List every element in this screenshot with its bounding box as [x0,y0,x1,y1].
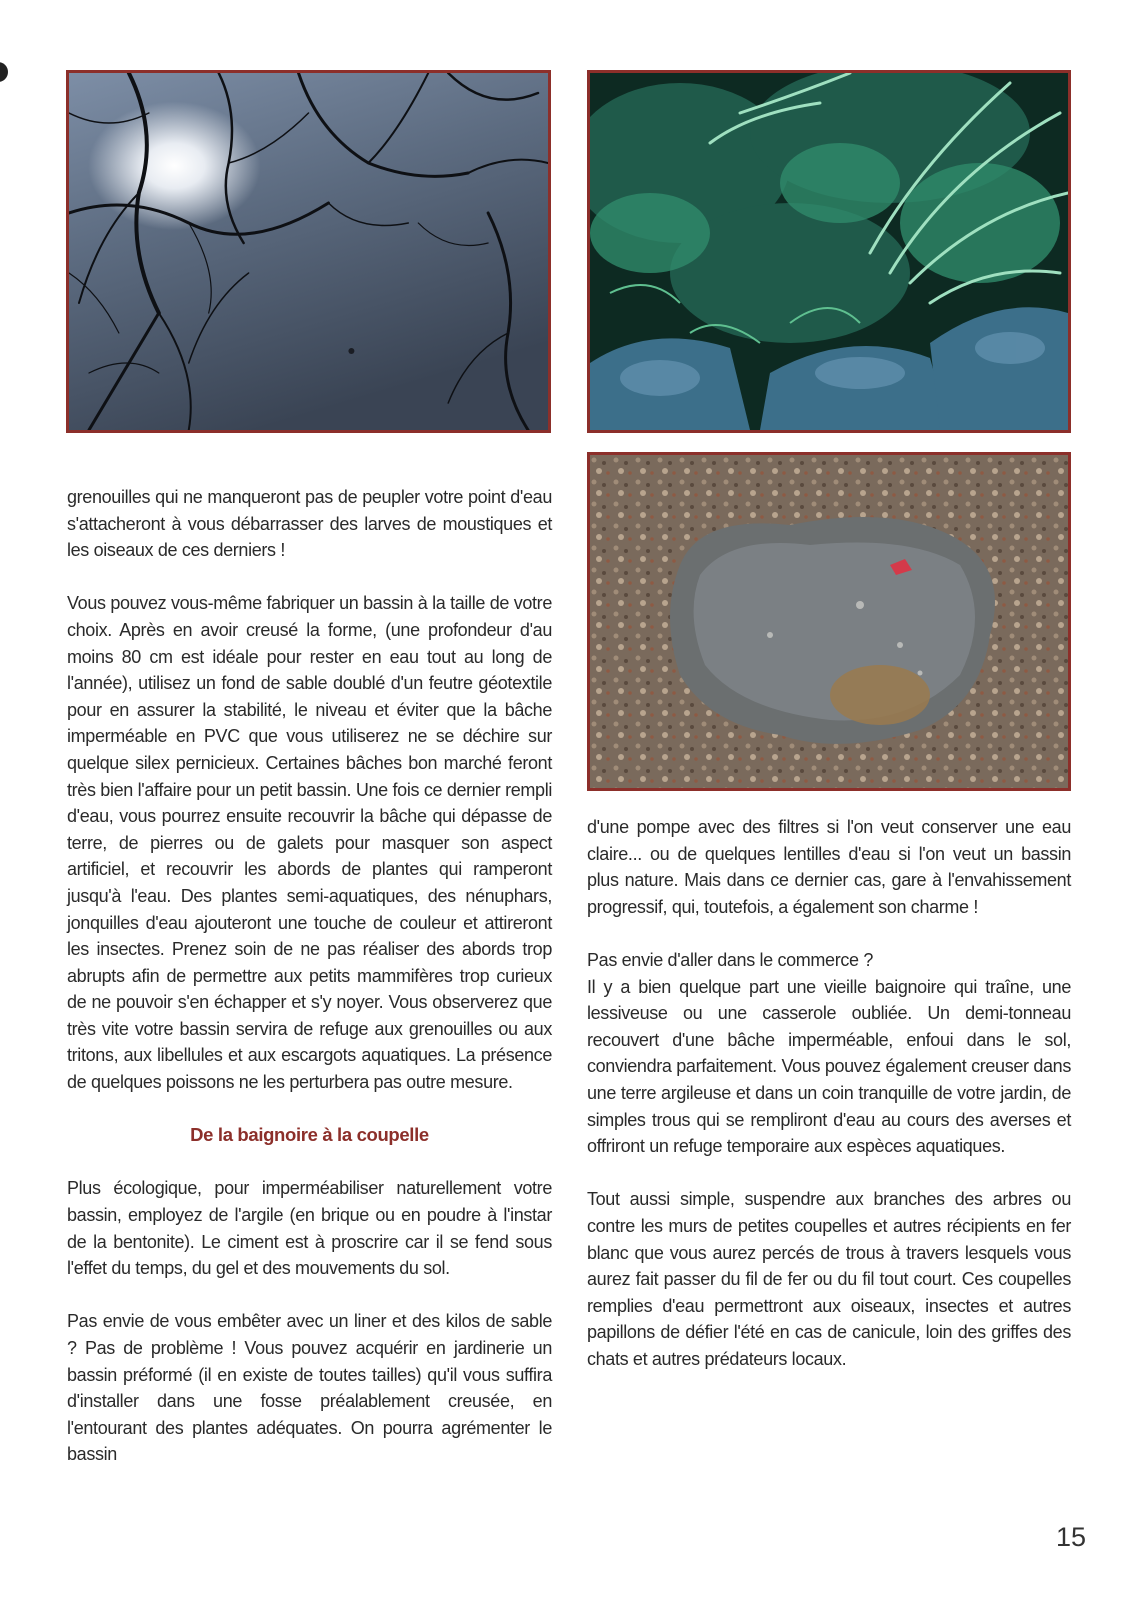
left-paragraph-3: Plus écologique, pour imperméabiliser naturellement votre bassin, employez de l'argile (en brique ou en poudre à l'instar de la bentonite). Le ciment est à proscrire car il se fend sous l'effet du temps, du gel et des mouvements du sol. [67,1178,552,1279]
right-paragraph-2-first-line: Pas envie d'aller dans le commerce ? [587,949,873,970]
right-text-column [587,814,1071,1399]
left-paragraph-2: Vous pouvez vous-même fabriquer un bassin à la taille de votre choix. Après en avoir creusé la forme, (une profondeur d'au moins 80 cm est idéale pour rester en eau tout au long de l'année), utilisez un fond de sable doublé d'un feutre géotextile pour en assurer la stabilité, le niveau et éviter que la bâche imperméable en PVC que vous utiliserez ne se déchire sur quelque silex pernicieux. Certaines bâches bon marché feront très bien l'affaire pour un petit bassin. Une fois ce dernier rempli d'eau, vous pourrez ensuite recouvrir la bâche qui dépasse de terre, de pierres ou de galets pour masquer son aspect artificiel, et recouvrir les abords de plantes qui ramperont jusqu'à l'eau. Des plantes semi-aquatiques, des nénuphars, jonquilles d'eau ajouteront une touche de couleur et attireront les insectes. Prenez soin de ne pas réaliser des abords trop abrupts afin de permettre aux petits mammifères trop curieux de ne pouvoir s'en échapper et s'y noyer. Vous observerez que très vite votre bassin servira de refuge aux grenouilles ou aux tritons, aux libellules et aux escargots aquatiques. La présence de quelques poissons ne les perturbera pas outre mesure. [67,593,552,1093]
puddle-photo [587,452,1071,791]
plants-image [590,73,1068,430]
page-edge-mark [0,62,8,82]
right-paragraph-3: Tout aussi simple, suspendre aux branches des arbres ou contre les murs de petites coupelles et autres récipients en fer blanc que vous aurez percés de trous à travers lesquels vous aurez fait passer du fil de fer ou du fil tout court. Ces coupelles remplies d'eau permettront aux oiseaux, insectes et autres papillons de défier l'été en cas de canicule, loin des griffes des chats et autres prédateurs locaux. [587,1189,1071,1369]
left-paragraph-1: grenouilles qui ne manqueront pas de peupler votre point d'eau s'attacheront à vous débarrasser des larves de moustiques et les oiseaux de ces derniers ! [67,487,552,561]
reflection-image [69,73,548,430]
left-paragraph-4: Pas envie de vous embêter avec un liner et des kilos de sable ? Pas de problème ! Vous pouvez acquérir en jardinerie un bassin préformé (il en existe de toutes tailles) qu'il vous suffira d'installer dans une fosse préalablement creusée, en l'entourant des plantes adéquates. On pourra agrémenter le bassin [67,1311,552,1465]
left-text-column [67,484,552,1495]
puddle-image [590,455,1068,788]
section-heading: De la baignoire à la coupelle [190,1124,429,1146]
reflection-photo [66,70,551,433]
plants-photo [587,70,1071,433]
right-paragraph-1: d'une pompe avec des filtres si l'on veut conserver une eau claire... ou de quelques lentilles d'eau si l'on veut un bassin plus nature. Mais dans ce dernier cas, gare à l'envahissement progressif, qui, toutefois, a également son charme ! [587,817,1071,917]
page-number: 15 [1055,1522,1086,1552]
right-paragraph-2-body: Il y a bien quelque part une vieille baignoire qui traîne, une lessiveuse ou une casserole oubliée. Un demi-tonneau recouvert d'une bâche imperméable, enfoui dans le sol, conviendra parfaitement. Vous pouvez également creuser dans une terre argileuse et dans un coin tranquille de votre jardin, de simples trous qui se rempliront d'eau au cours des averses et offriront un refuge temporaire aux espèces aquatiques. [587,976,1071,1157]
right-paragraph-2 [587,947,1071,1160]
